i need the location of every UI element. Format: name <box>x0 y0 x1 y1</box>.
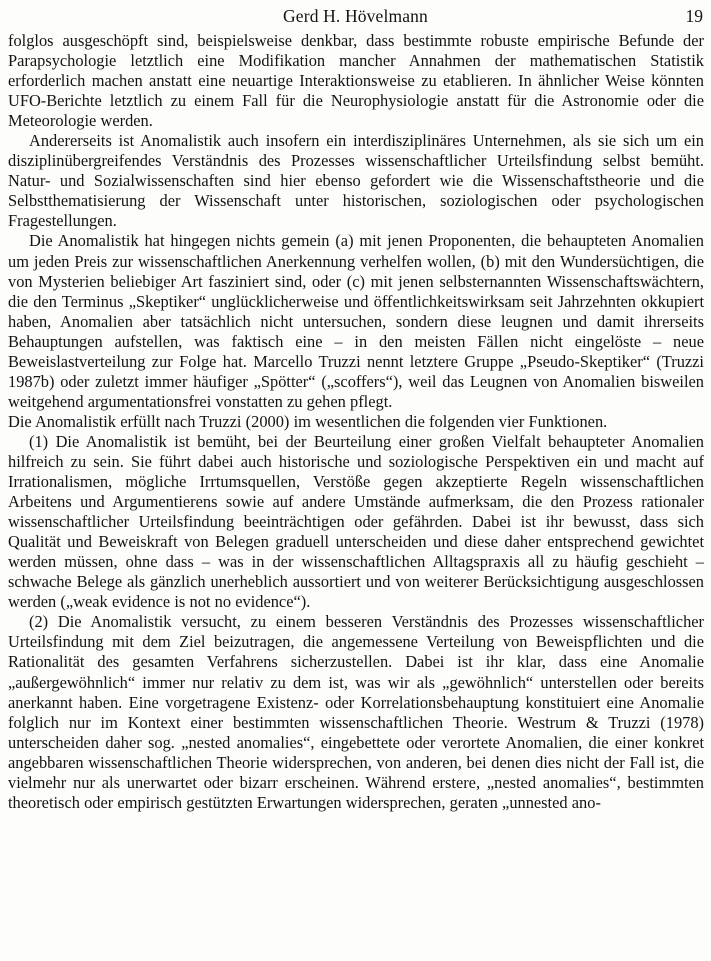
paragraph-3: Die Anomalistik hat hingegen nichts gemein (a) mit jenen Proponenten, die behaupteten Anomalien um jeden Preis zur wissenschaftlichen Anerkennung verhelfen wollen, (b) mit den Wundersüchtigen, die von Mysterien beliebiger Art fasziniert sind, oder (c) mit jenen selbsternannten Wissenschaftswächtern, die den Terminus „Skeptiker“ unglücklicherweise und öffentlichkeitswirksam seit Jahrzehnten okkupiert haben, Anomalien aber tatsächlich nicht untersuchen, sondern diese leugnen und damit ihrerseits Behauptungen aufstellen, was faktisch eine – in den meisten Fällen nicht eingelöste – neue Beweislastverteilung zur Folge hat. Marcello Truzzi nennt letztere Gruppe „Pseudo-Skeptiker“ (Truzzi 1987b) oder zuletzt immer häufiger „Spötter“ („scoffers“), weil das Leugnen von Anomalien bisweilen weitgehend argumentationsfrei vonstatten zu gehen pflegt. <box>8 231 704 411</box>
paragraph-6-funktion-2: (2) Die Anomalistik versucht, zu einem besseren Verständnis des Prozesses wissenschaftlicher Urteilsfindung mit dem Ziel beizutragen, die angemessene Verteilung von Beweispflichten und die Rationalität des gesamten Verfahrens sicherzustellen. Dabei ist ihr klar, dass eine Anomalie „außergewöhnlich“ immer nur relativ zu dem ist, was wir als „gewöhnlich“ unterstellen oder bereits anerkannt haben. Eine vorgetragene Existenz- oder Korrelationsbehauptung konstituiert eine Anomalie folglich nur im Kontext einer bestimmten wissenschaftlichen Theorie. Westrum & Truzzi (1978) unterscheiden daher sog. „nested anomalies“, eingebettete oder verortete Anomalien, die einer konkret angebbaren wissenschaftlichen Theorie widersprechen, von anderen, bei denen dies nicht der Fall ist, die vielmehr nur als unerwartet oder bizarr erscheinen. Während erstere, „nested anomalies“, bestimmten theoretisch oder empirisch gestützten Erwartungen widersprechen, geraten „unnested ano- <box>8 612 704 812</box>
paragraph-4-funktionen-intro: Die Anomalistik erfüllt nach Truzzi (2000) im wesentlichen die folgenden vier Funktionen. <box>8 411 608 431</box>
running-head-title: Gerd H. Hövelmann <box>283 6 428 26</box>
body-text-block <box>8 31 704 813</box>
running-head <box>8 4 703 28</box>
page-number: 19 <box>685 6 703 26</box>
paragraph-5-funktion-1: (1) Die Anomalistik ist bemüht, bei der Beurteilung einer großen Vielfalt behaupteter Anomalien hilfreich zu sein. Sie führt dabei auch historische und soziologische Perspektiven ein und macht auf Irrationalismen, mögliche Irrtumsquellen, Verstöße gegen akzeptierte Regeln wissenschaftlichen Arbeitens und Argumentierens sowie auf andere Umstände aufmerksam, die den Prozess rationaler wissenschaftlicher Urteilsfindung beeinträchtigen oder gefährden. Dabei ist ihr bewusst, dass sich Qualität und Beweiskraft von Belegen graduell unterscheiden und diese daher entsprechend gewichtet werden müssen, ohne dass – was in der wissenschaftlichen Alltagspraxis all zu häufig geschieht – schwache Belege als gänzlich unerheblich aussortiert und von weiterer Berücksichtigung ausgeschlossen werden („weak evidence is not no evidence“). <box>8 431 704 612</box>
paragraph-2: Andererseits ist Anomalistik auch insofern ein interdisziplinäres Unternehmen, als sie sich um ein disziplinübergreifendes Verständnis des Prozesses wissenschaftlicher Urteilsfindung selbst bemüht. Natur- und Sozialwissenschaften sind hier ebenso gefordert wie die Wissenschaftstheorie und die Selbstthematisierung der Wissenschaft unter historischen, soziologischen oder psychologischen Fragestellungen. <box>8 131 704 231</box>
paragraph-1: folglos ausgeschöpft sind, beispielsweise denkbar, dass bestimmte robuste empirische Befunde der Parapsychologie letztlich eine Modifikation mancher Annahmen der mathematischen Statistik erforderlich machen anstatt eine neuartige Interaktionsweise zu etablieren. In ähnlicher Weise könnten UFO-Berichte letztlich zu einem Fall für die Neurophysiologie anstatt für die Astronomie oder die Meteorologie werden. <box>8 31 704 131</box>
